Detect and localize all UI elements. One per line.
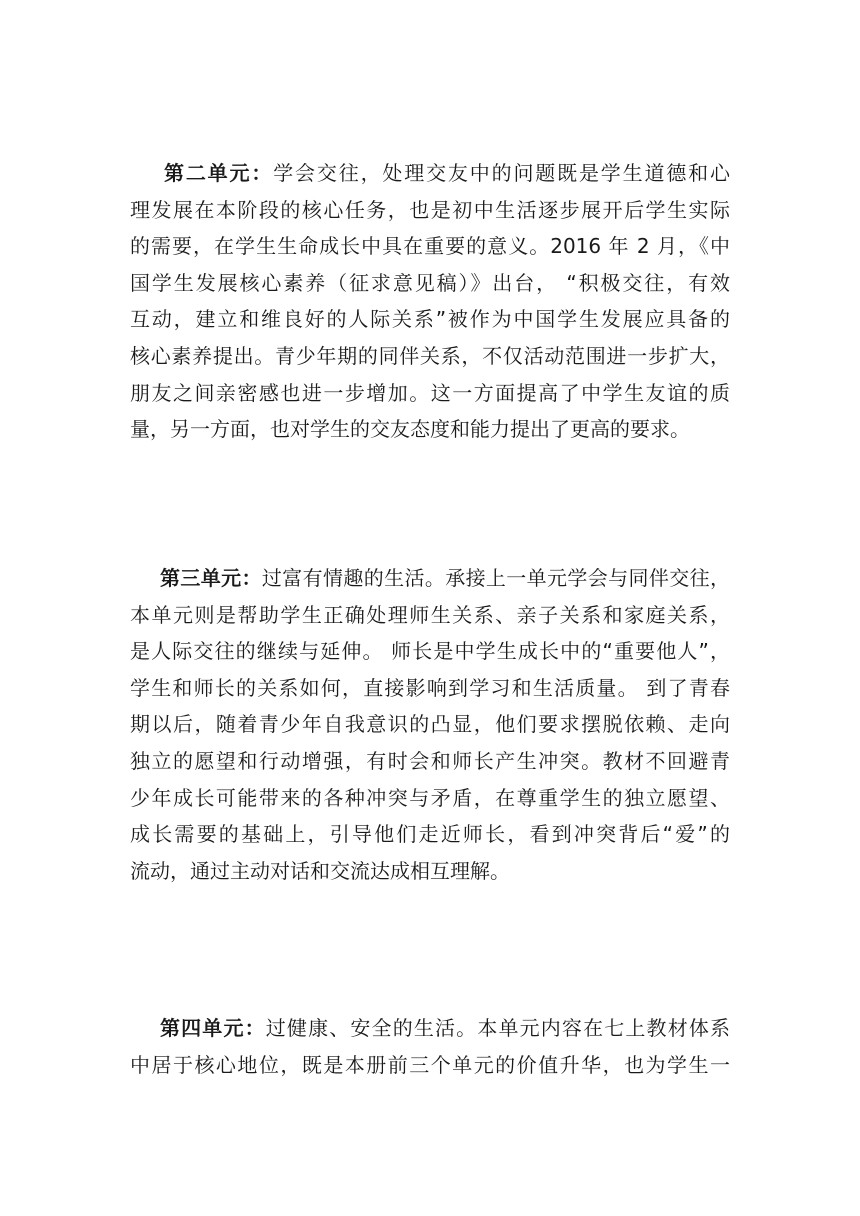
text-line: 期以后，随着青少年自我意识的凸显，他们要求摆脱依赖、走向 [130, 712, 730, 737]
text-line: 少年成长可能带来的各种冲突与矛盾，在尊重学生的独立愿望、 [130, 785, 730, 810]
unit-title: 第二单元： [164, 161, 274, 185]
line-text: 过富有情趣的生活。承接上一单元学会与同伴交往， [261, 566, 731, 590]
text-line: 国学生发展核心素养（征求意见稿）》出台， “积极交往，有效 [130, 270, 730, 295]
paragraph-unit-3 [130, 560, 730, 889]
text-line: 成长需要的基础上，引导他们走近师长，看到冲突背后“爱”的 [130, 822, 730, 847]
text-line: 学生和师长的关系如何，直接影响到学习和生活质量。 到了青春 [130, 675, 730, 700]
text-line [130, 155, 730, 192]
paragraph-unit-4 [130, 1010, 730, 1083]
text-line: 是人际交往的继续与延伸。 师长是中学生成长中的“重要他人”， [130, 639, 730, 664]
text-line: 的需要，在学生生命成长中具在重要的意义。2016 年 2 月，《中 [130, 234, 730, 259]
text-line [130, 560, 730, 597]
line-text: 过健康、安全的生活。本单元内容在七上教材体系 [265, 1016, 731, 1040]
text-line: 互动，建立和维良好的人际关系”被作为中国学生发展应具备的 [130, 307, 730, 332]
text-line: 核心素养提出。青少年期的同伴关系，不仅活动范围进一步扩大， [130, 343, 730, 368]
text-line: 理发展在本阶段的核心任务，也是初中生活逐步展开后学生实际 [130, 197, 730, 222]
text-line: 本单元则是帮助学生正确处理师生关系、亲子关系和家庭关系， [130, 602, 730, 627]
text-line: 朋友之间亲密感也进一步增加。这一方面提高了中学生友谊的质 [130, 380, 730, 405]
text-line: 流动，通过主动对话和交流达成相互理解。 [130, 858, 510, 883]
paragraph-unit-2 [130, 155, 730, 448]
line-text: 学会交往，处理交友中的问题既是学生道德和心 [273, 161, 731, 185]
text-line: 独立的愿望和行动增强，有时会和师长产生冲突。教材不回避青 [130, 748, 730, 773]
text-line: 中居于核心地位，既是本册前三个单元的价值升华，也为学生一 [130, 1052, 730, 1077]
unit-title: 第三单元： [160, 566, 262, 590]
text-line [130, 1010, 730, 1047]
unit-title: 第四单元： [160, 1016, 266, 1040]
text-line: 量，另一方面，也对学生的交友态度和能力提出了更高的要求。 [130, 417, 690, 442]
